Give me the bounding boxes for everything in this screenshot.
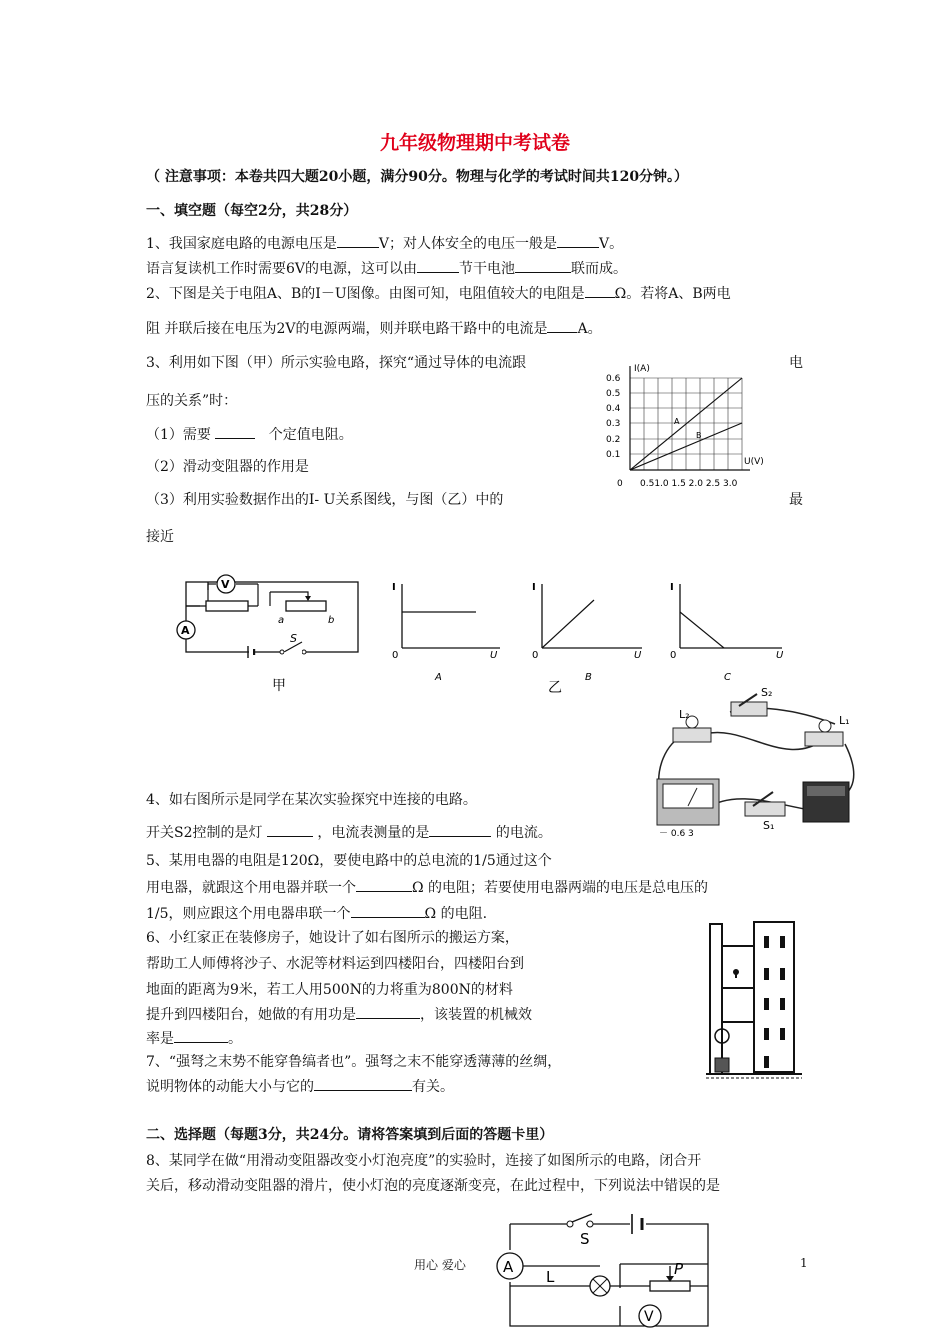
rheostat-end-b: b <box>328 615 335 626</box>
caption-yi: 乙 <box>548 680 562 693</box>
svg-text:L₁: L₁ <box>839 714 850 727</box>
q1-blank-3[interactable] <box>417 258 459 273</box>
graph-b <box>532 582 642 683</box>
ammeter-device <box>657 779 719 825</box>
pulley-building-figure <box>706 918 802 1082</box>
q3-line1-end: 电 <box>789 355 803 371</box>
q3-blank-1[interactable] <box>215 424 255 439</box>
q4-line1: 4、如右图所示是同学在某次实验探究中连接的电路。 <box>146 792 477 808</box>
svg-text:I: I <box>392 582 396 593</box>
svg-text:A: A <box>435 672 442 683</box>
q8-lamp-label: L <box>546 1268 555 1286</box>
q8-rheostat <box>650 1281 690 1291</box>
fixed-resistor <box>206 601 248 611</box>
q5-line1: 5、某用电器的电阻是120Ω，要使电路中的总电流的1/5通过这个 <box>146 853 552 869</box>
q4-blank-2[interactable] <box>429 822 491 837</box>
q5-blank-2[interactable] <box>351 903 425 918</box>
graph-c <box>670 582 784 683</box>
q1-blank-2[interactable] <box>557 233 599 248</box>
svg-text:B: B <box>585 672 592 683</box>
q6-blank-2[interactable] <box>174 1028 228 1043</box>
q1-blank-1[interactable] <box>337 233 379 248</box>
q6-line5: 率是 。 <box>146 1028 242 1048</box>
q7-line1: 7、“强弩之末势不能穿鲁缟者也”。强弩之末不能穿透薄薄的丝绸， <box>146 1054 562 1070</box>
section-1-heading: 一、填空题（每空2分，共28分） <box>146 203 358 219</box>
iu-label-b: B <box>696 431 702 440</box>
svg-text:U: U <box>490 650 498 661</box>
q4-blank-1[interactable] <box>267 822 313 837</box>
q6-line2: 帮助工人师傅将沙子、水泥等材料运到四楼阳台，四楼阳台到 <box>146 956 524 972</box>
iu-y-tick: 0.3 <box>606 419 621 429</box>
q8-voltmeter-label: V <box>644 1309 654 1325</box>
meter-scale: － 0.6 3 <box>659 829 694 839</box>
q8-switch-label: S <box>580 1230 590 1248</box>
iu-y-tick: 0.2 <box>606 435 621 445</box>
q2-blank-2[interactable] <box>547 318 577 333</box>
svg-text:I: I <box>532 582 536 593</box>
q5-line3: 1/5，则应跟这个用电器串联一个 Ω 的电阻. <box>146 903 487 923</box>
svg-text:L₂: L₂ <box>679 708 690 721</box>
q6-line1: 6、小红家正在装修房子，她设计了如右图所示的搬运方案， <box>146 930 519 946</box>
iu-origin: 0 <box>617 479 623 489</box>
battery-pack <box>803 782 849 822</box>
caption-jia: 甲 <box>272 678 286 694</box>
q8-line2: 关后，移动滑动变阻器的滑片，使小灯泡的亮度逐渐变亮，在此过程中，下列说法中错误的是 <box>146 1178 720 1194</box>
q3-line1: 3、利用如下图（甲）所示实验电路，探究“通过导体的电流跟 <box>146 355 527 371</box>
iu-label-a: A <box>674 417 680 426</box>
q5-blank-1[interactable] <box>356 877 412 892</box>
switch-s1 <box>745 792 785 816</box>
switch-label: S <box>290 632 297 645</box>
q8-slider-label: P <box>674 1260 684 1278</box>
q8-line1: 8、某同学在做“用滑动变阻器改变小灯泡亮度”的实验时，连接了如图所示的电路，闭合开 <box>146 1153 702 1169</box>
q2-blank-1[interactable] <box>585 283 615 298</box>
section-2-heading: 二、选择题（每题3分，共24分。请将答案填到后面的答题卡里） <box>146 1127 554 1143</box>
ammeter-label: A <box>181 624 190 637</box>
iu-y-tick: 0.1 <box>606 450 621 460</box>
iu-x-label: U(V) <box>744 457 764 467</box>
svg-text:0: 0 <box>670 650 677 661</box>
svg-text:U: U <box>776 650 784 661</box>
iu-y-label: I(A) <box>634 364 650 374</box>
q1-blank-4[interactable] <box>515 258 571 273</box>
q7-blank-1[interactable] <box>314 1076 412 1091</box>
iu-y-tick: 0.5 <box>606 389 621 399</box>
iu-y-tick: 0.6 <box>606 374 621 384</box>
physical-circuit <box>645 684 870 844</box>
graphs-yi <box>380 578 800 693</box>
rheostat-end-a: a <box>278 615 285 626</box>
q4-line2: 开关S2控制的是灯 ，电流表测量的是 的电流。 <box>146 822 552 842</box>
q3-item1: （1）需要 个定值电阻。 <box>146 424 353 444</box>
q3-item3-end: 最 <box>789 492 803 508</box>
iu-y-tick: 0.4 <box>606 404 621 414</box>
svg-text:0: 0 <box>532 650 539 661</box>
page-number: 1 <box>800 1256 808 1270</box>
footer-text: 用心 爱心 <box>414 1258 466 1272</box>
svg-text:S₂: S₂ <box>761 686 773 699</box>
iu-graph <box>600 360 780 490</box>
q6-blank-1[interactable] <box>356 1004 420 1019</box>
q8-ammeter-label: A <box>503 1258 514 1276</box>
svg-text:S₁: S₁ <box>763 819 775 832</box>
q6-line3: 地面的距离为9米，若工人用500N的力将重为800N的材料 <box>146 982 513 998</box>
q3-item3: （3）利用实验数据作出的I- U关系图线，与图（乙）中的 <box>146 492 504 508</box>
svg-text:U: U <box>634 650 642 661</box>
svg-text:I: I <box>670 582 674 593</box>
q1-line2: 语言复读机工作时需要6V的电源，这可以由 节干电池 联而成。 <box>146 258 627 278</box>
q6-line4: 提升到四楼阳台，她做的有用功是 ，该装置的机械效 <box>146 1004 532 1024</box>
q3-last-line: 接近 <box>146 529 174 545</box>
graph-a <box>392 582 500 683</box>
svg-text:C: C <box>724 672 731 683</box>
exam-note: （ 注意事项：本卷共四大题20小题，满分90分。物理与化学的考试时间共120分钟。） <box>146 169 689 185</box>
q3-line2: 压的关系”时： <box>146 393 238 409</box>
q2-line1: 2、下图是关于电阻A、B的I－U图像。由图可知，电阻值较大的电阻是 Ω。若将A、B两电 <box>146 283 731 303</box>
lamp-l1 <box>805 720 843 746</box>
svg-text:0: 0 <box>392 650 399 661</box>
circuit-jia <box>170 570 370 700</box>
page-title: 九年级物理期中考试卷 <box>379 132 570 154</box>
rheostat <box>286 601 326 611</box>
q5-line2: 用电器，就跟这个用电器并联一个 Ω 的电阻；若要使用电器两端的电压是总电压的 <box>146 877 708 897</box>
circuit-q8 <box>490 1210 730 1338</box>
q1-line1: 1、我国家庭电路的电源电压是 V；对人体安全的电压一般是 V。 <box>146 233 623 253</box>
voltmeter-label: V <box>221 578 230 591</box>
q2-line2: 阻 并联后接在电压为2V的电源两端，则并联电路干路中的电流是 A。 <box>146 318 602 338</box>
iu-x-ticks: 0.51.0 1.5 2.0 2.5 3.0 <box>640 479 738 489</box>
q3-item2: （2）滑动变阻器的作用是 <box>146 459 309 475</box>
q7-line2: 说明物体的动能大小与它的 有关。 <box>146 1076 454 1096</box>
